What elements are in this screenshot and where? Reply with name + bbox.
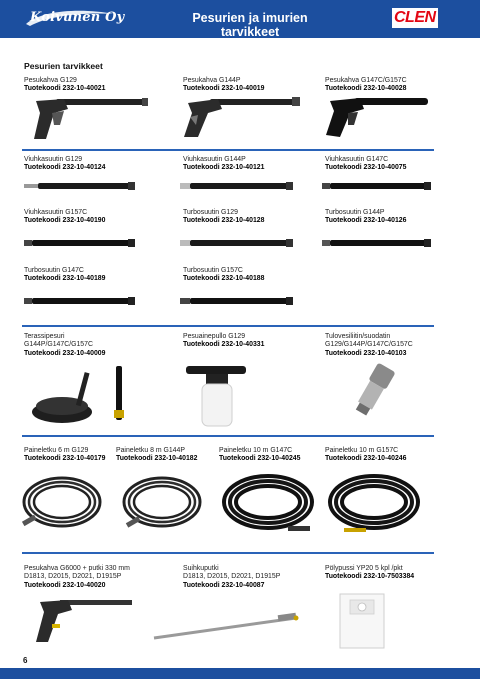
- product-item: [24, 333, 105, 358]
- footer-bar: [0, 668, 480, 679]
- product-name: Paineletku 6 m G129: [24, 447, 89, 454]
- product-item: [183, 565, 280, 590]
- product-item: [183, 209, 264, 226]
- product-item: [325, 565, 414, 582]
- product-item: [183, 333, 264, 350]
- product-item: [325, 209, 406, 226]
- product-code: Tuotekoodi 232-10-40009: [24, 349, 106, 357]
- product-code: Tuotekoodi 232-10-40245: [219, 455, 301, 463]
- product-name: Paineletku 8 m G144P: [116, 447, 185, 454]
- nozzle-image: [322, 180, 432, 192]
- brand-text: CLEN: [394, 9, 436, 26]
- product-name: Pesukahva G6000 + putki 330 mm: [24, 565, 130, 572]
- product-name: Pesukahva G144P: [183, 77, 241, 84]
- nozzle-image: [24, 180, 136, 192]
- product-name-models: G144P/G147C/G157C: [24, 341, 93, 349]
- product-code: Tuotekoodi 232-10-40188: [183, 275, 265, 283]
- dust-bag-image: [338, 590, 386, 650]
- product-name: Terassipesuri: [24, 333, 65, 340]
- product-item: [24, 156, 105, 173]
- product-item: [24, 447, 105, 464]
- product-name: Tulovesiliitin/suodatin: [325, 333, 391, 340]
- hose-image: [16, 470, 110, 536]
- product-name: Viuhkasuutin G144P: [183, 156, 246, 163]
- product-name: Turbosuutin G147C: [24, 267, 84, 274]
- product-item: [183, 77, 264, 94]
- product-item: [116, 447, 197, 464]
- product-item: [325, 447, 406, 464]
- trigger-gun-lance-image: [30, 594, 136, 646]
- product-name: Suihkuputki: [183, 565, 219, 572]
- product-code: Tuotekoodi 232-10-40189: [24, 275, 106, 283]
- spray-lance-image: [150, 612, 300, 642]
- product-name: Turbosuutin G129: [183, 209, 238, 216]
- product-name: Viuhkasuutin G129: [24, 156, 83, 163]
- product-item: [183, 267, 264, 284]
- product-code: Tuotekoodi 232-10-40182: [116, 455, 198, 463]
- product-code: Tuotekoodi 232-10-7503384: [325, 573, 415, 581]
- patio-cleaner-image: [28, 360, 134, 426]
- product-code: Tuotekoodi 232-10-40124: [24, 164, 106, 172]
- product-item: [24, 209, 105, 226]
- product-item: [325, 77, 407, 94]
- product-code: Tuotekoodi 232-10-40190: [24, 217, 106, 225]
- product-code: Tuotekoodi 232-10-40331: [183, 341, 265, 349]
- product-name: Turbosuutin G157C: [183, 267, 243, 274]
- logo-text: Koivunen Oy: [30, 10, 125, 25]
- page-number: 6: [23, 656, 28, 665]
- product-item: [24, 565, 130, 590]
- product-code: Tuotekoodi 232-10-40021: [24, 85, 106, 93]
- product-name: Paineletku 10 m G147C: [219, 447, 293, 454]
- row-divider: [22, 435, 434, 437]
- product-name-models: G129/G144P/G147C/G157C: [325, 341, 413, 349]
- product-code: Tuotekoodi 232-10-40028: [325, 85, 407, 93]
- trigger-gun-image: [24, 95, 152, 143]
- product-code: Tuotekoodi 232-10-40179: [24, 455, 106, 463]
- product-item: [219, 447, 300, 464]
- product-code: Tuotekoodi 232-10-40075: [325, 164, 407, 172]
- trigger-gun-image: [324, 95, 434, 139]
- product-name: Paineletku 10 m G157C: [325, 447, 399, 454]
- header-title: Pesurien ja imurien tarvikkeet: [192, 11, 308, 39]
- product-name-models: D1813, D2015, D2021, D1915P: [24, 573, 122, 581]
- inlet-filter-image: [350, 360, 398, 420]
- hose-image: [218, 468, 318, 540]
- row-divider: [22, 149, 434, 151]
- product-code: Tuotekoodi 232-10-40128: [183, 217, 265, 225]
- product-code: Tuotekoodi 232-10-40126: [325, 217, 407, 225]
- product-item: [24, 77, 105, 94]
- section-title: Pesurien tarvikkeet: [24, 61, 103, 71]
- product-name-models: D1813, D2015, D2021, D1915P: [183, 573, 281, 581]
- product-code: Tuotekoodi 232-10-40121: [183, 164, 265, 172]
- detergent-bottle-image: [184, 360, 260, 428]
- hose-image: [324, 468, 424, 540]
- trigger-gun-image: [176, 95, 304, 143]
- row-divider: [22, 325, 434, 327]
- product-item: [325, 156, 406, 173]
- product-code: Tuotekoodi 232-10-40019: [183, 85, 265, 93]
- nozzle-image: [180, 237, 294, 249]
- product-code: Tuotekoodi 232-10-40103: [325, 349, 407, 357]
- product-code: Tuotekoodi 232-10-40087: [183, 581, 265, 589]
- nozzle-image: [24, 295, 136, 307]
- product-name: Pölypussi YP20 5 kpl /pkt: [325, 565, 403, 572]
- nozzle-image: [180, 180, 294, 192]
- product-name: Pesuainepullo G129: [183, 333, 246, 340]
- product-name: Pesukahva G147C/G157C: [325, 77, 407, 84]
- product-code: Tuotekoodi 232-10-40020: [24, 581, 106, 589]
- row-divider: [22, 552, 434, 554]
- product-name: Turbosuutin G144P: [325, 209, 385, 216]
- product-name: Viuhkasuutin G157C: [24, 209, 88, 216]
- product-item: [325, 333, 413, 358]
- product-name: Viuhkasuutin G147C: [325, 156, 389, 163]
- product-item: [183, 156, 264, 173]
- nozzle-image: [24, 237, 136, 249]
- product-name: Pesukahva G129: [24, 77, 77, 84]
- product-code: Tuotekoodi 232-10-40246: [325, 455, 407, 463]
- product-item: [24, 267, 105, 284]
- nozzle-image: [322, 237, 432, 249]
- nozzle-image: [180, 295, 294, 307]
- hose-image: [116, 470, 210, 536]
